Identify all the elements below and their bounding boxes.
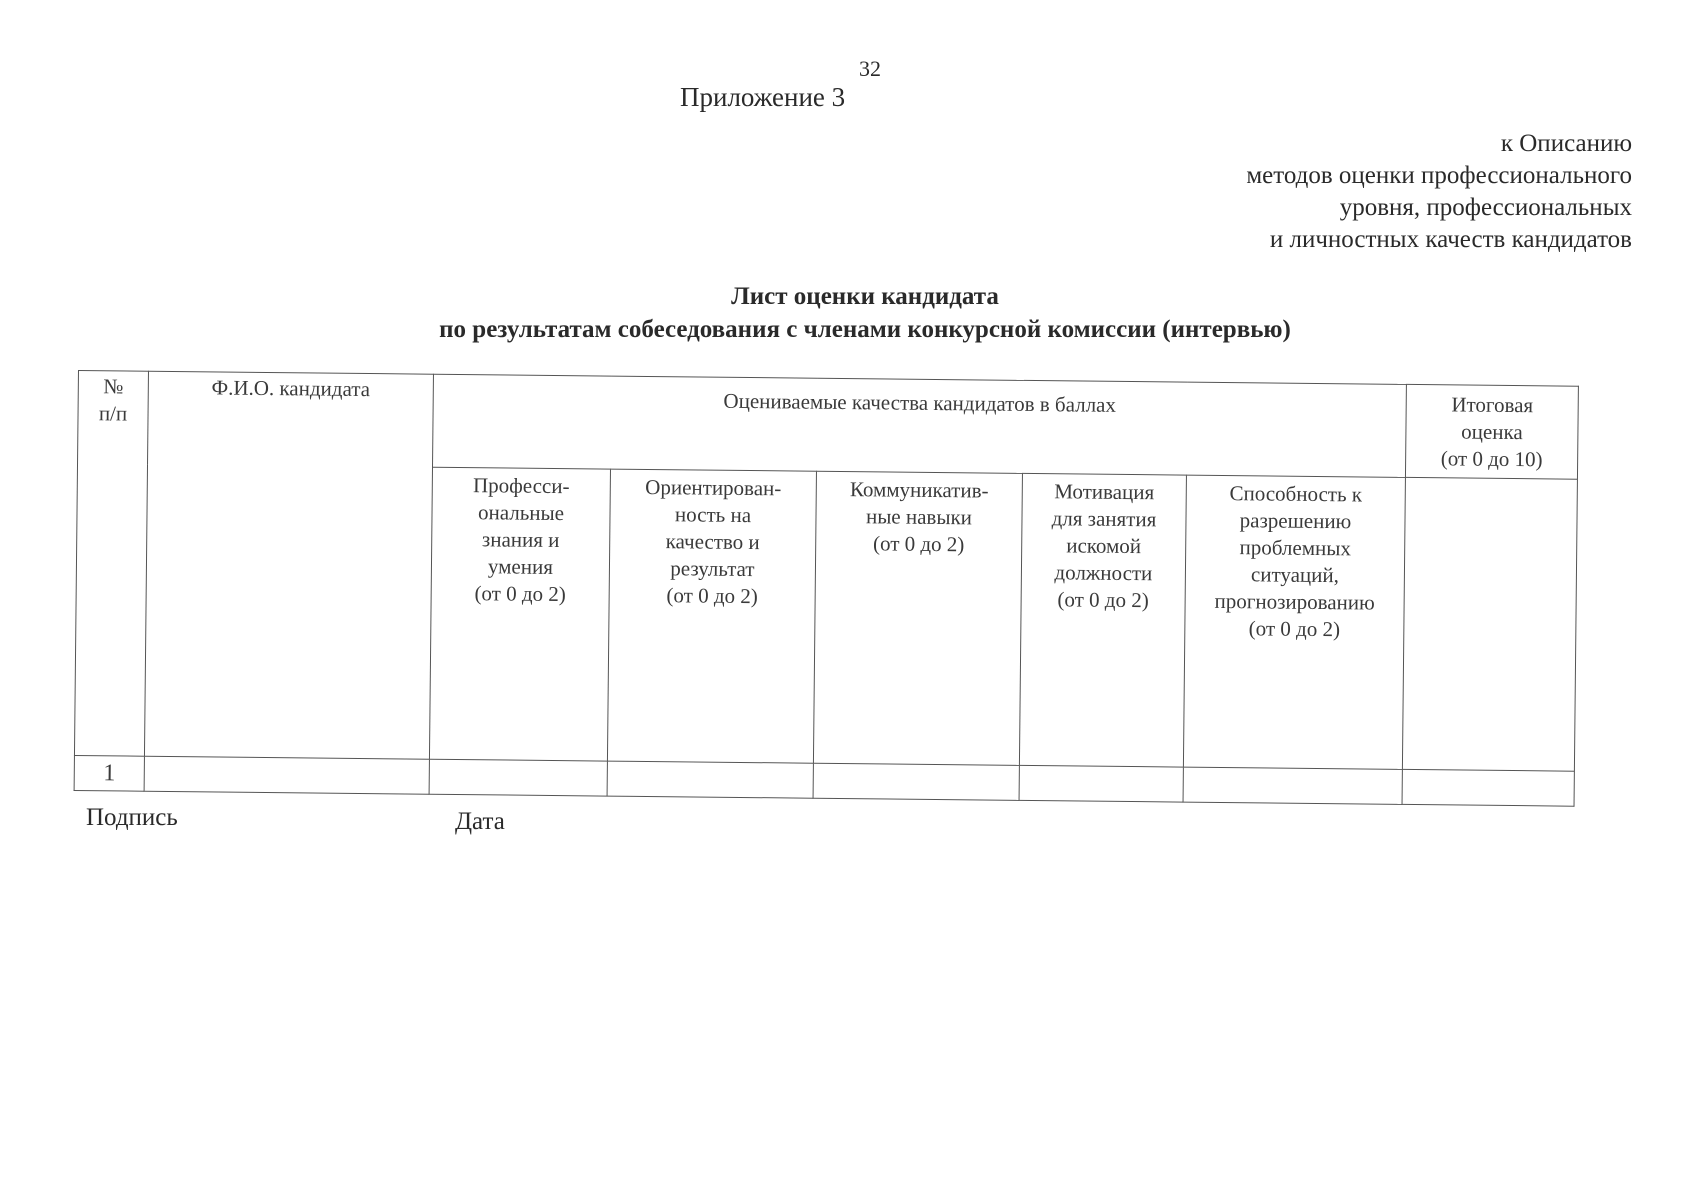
date-label: Дата — [455, 808, 505, 835]
header-criterion: Професси- ональные знания и умения (от 0 до 2) — [429, 467, 610, 761]
score-cell[interactable] — [429, 759, 607, 796]
table-header-row — [78, 371, 1579, 480]
header-qualities-group: Оцениваемые качества кандидатов в баллах — [433, 374, 1407, 477]
signature-label: Подпись — [86, 804, 178, 831]
candidate-name-cell[interactable] — [144, 756, 429, 794]
score-cell[interactable] — [607, 761, 813, 798]
header-candidate-name: Ф.И.О. кандидата — [144, 371, 433, 759]
header-number: № п/п — [74, 371, 148, 757]
title-line: по результатам собеседования с членами конкурсной комиссии (интервью) — [439, 316, 1291, 343]
document-title — [0, 280, 1697, 346]
appendix-reference — [1246, 128, 1632, 256]
appendix-label: Приложение 3 — [680, 82, 846, 112]
evaluation-table — [74, 370, 1579, 807]
score-cell[interactable] — [1183, 767, 1402, 804]
header-total-score: Итоговая оценка (от 0 до 10) — [1406, 384, 1579, 479]
score-cell[interactable] — [813, 763, 1019, 800]
header-criterion: Мотивация для занятия искомой должности (от 0 до 2) — [1019, 473, 1186, 767]
reference-line: методов оценки профессионального — [1246, 162, 1632, 189]
header-criterion: Коммуникатив- ные навыки (от 0 до 2) — [813, 471, 1022, 765]
header-criterion: Ориентирован- ность на качество и результат (от 0 до 2) — [607, 469, 816, 763]
row-number: 1 — [74, 755, 144, 791]
reference-line: и личностных качеств кандидатов — [1269, 226, 1632, 253]
reference-line: уровня, профессиональных — [1339, 194, 1632, 221]
score-cell[interactable] — [1019, 765, 1183, 802]
total-subheader-cell — [1402, 477, 1577, 771]
total-score-cell[interactable] — [1402, 769, 1574, 806]
title-line: Лист оценки кандидата — [731, 283, 999, 310]
reference-line: к Описанию — [1500, 130, 1632, 157]
header-criterion: Способность к разрешению проблемных ситуаций, прогнозированию (от 0 до 2) — [1183, 475, 1405, 769]
page-number: 32 — [859, 56, 881, 81]
